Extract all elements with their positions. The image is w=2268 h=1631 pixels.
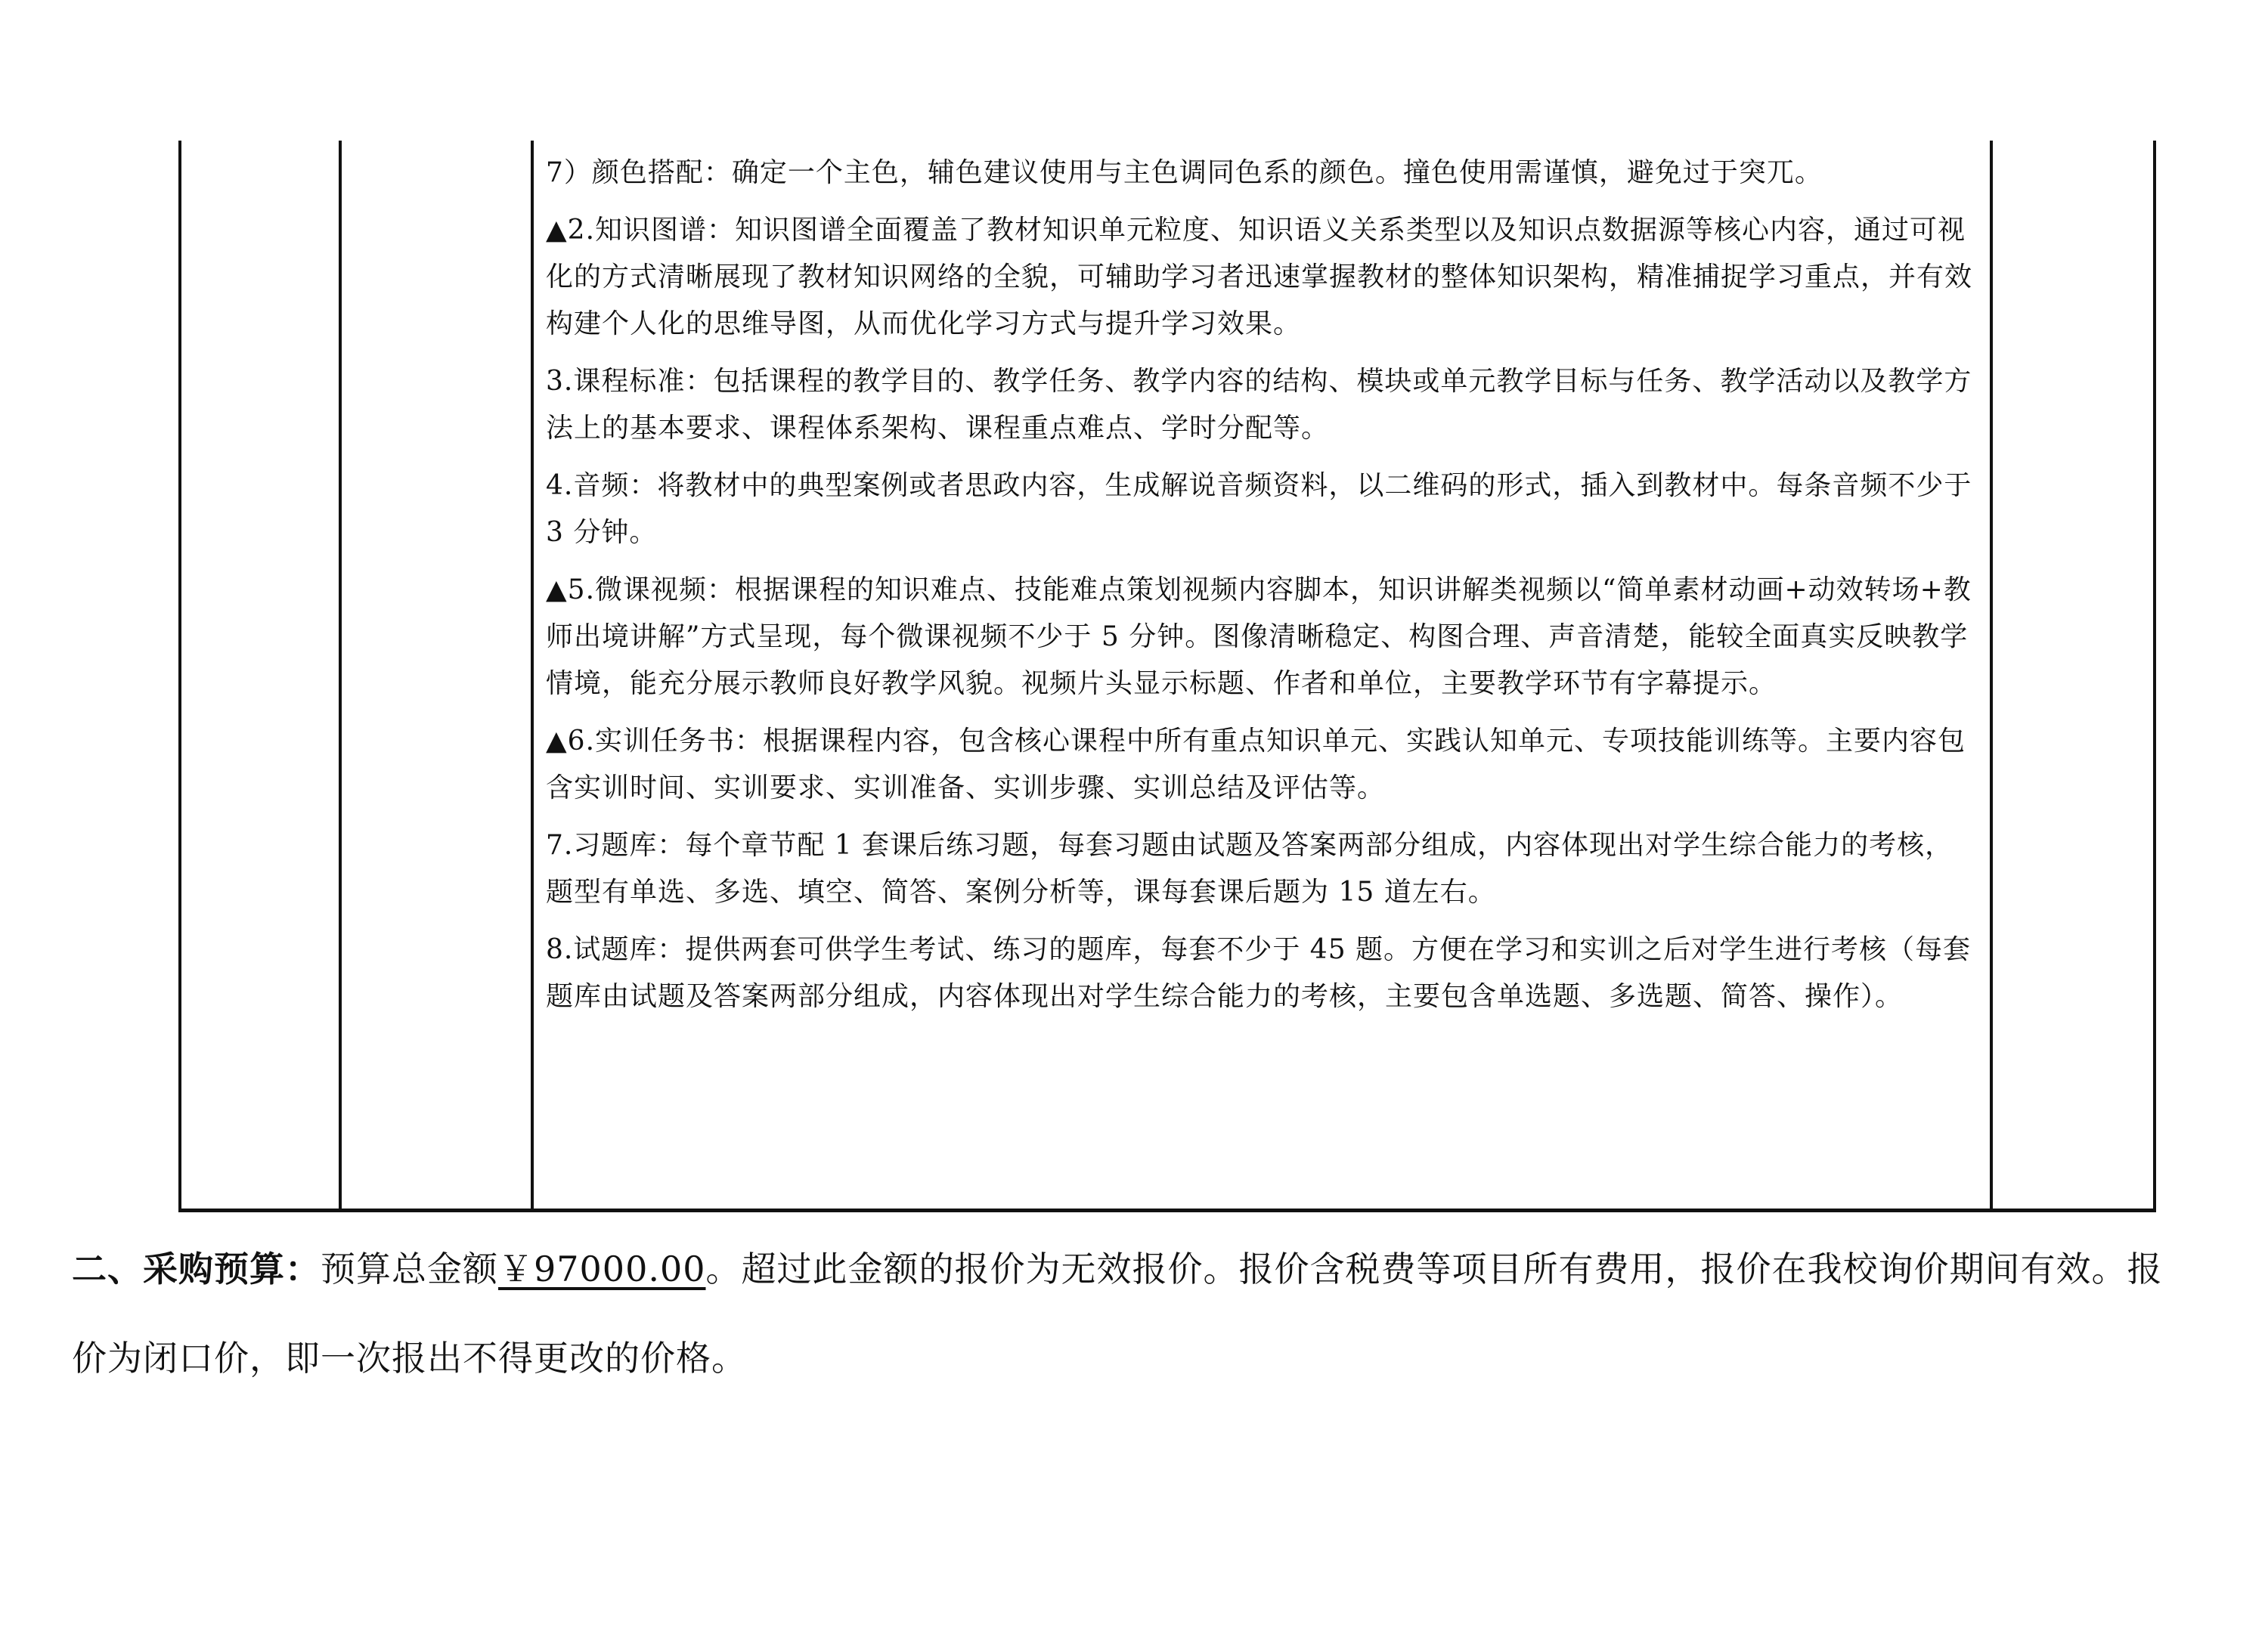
table-border-bottom — [178, 1209, 2156, 1212]
budget-amount: ￥97000.00 — [498, 1249, 706, 1289]
budget-heading: 二、采购预算： — [72, 1249, 321, 1289]
budget-section — [72, 1224, 2181, 1403]
table-border-right — [2153, 141, 2156, 1212]
item-audio: 4.音频：将教材中的典型案例或者思政内容，生成解说音频资料，以二维码的形式，插入到教材中。每条音频不少于 3 分钟。 — [546, 470, 1972, 548]
table-border-left — [178, 141, 181, 1212]
table-column-divider-1 — [339, 141, 342, 1212]
item-color-matching: 7）颜色搭配：确定一个主色，辅色建议使用与主色调同色系的颜色。撞色使用需谨慎，避免过于突兀。 — [546, 157, 1823, 188]
requirements-table — [178, 141, 2158, 1212]
requirements-cell — [546, 150, 1979, 1020]
budget-text-body: 。超过此金额的报价为无效报价。报价含税费等项目所有费用，报价在我校询价期间有效。报价为闭口价，即一次报出不得更改的价格。 — [72, 1249, 2163, 1379]
item-course-standard: 3.课程标准：包括课程的教学目的、教学任务、教学内容的结构、模块或单元教学目标与任务、教学活动以及教学方法上的基本要求、课程体系架构、课程重点难点、学时分配等。 — [546, 366, 1972, 444]
item-micro-video: ▲5.微课视频：根据课程的知识难点、技能难点策划视频内容脚本，知识讲解类视频以“简单素材动画+动效转场+教师出境讲解”方式呈现，每个微课视频不少于 5 分钟。图像清晰稳定、构图合理、声音清楚，能较全面真实反映教学情境，能充分展示教师良好教学风貌。视频片头显示标题、作者和单位，主要教学环节有字幕提示。 — [546, 574, 1972, 699]
item-exercise-bank: 7.习题库：每个章节配 1 套课后练习题，每套习题由试题及答案两部分组成，内容体现出对学生综合能力的考核，题型有单选、多选、填空、简答、案例分析等，课每套课后题为 15 道左右。 — [546, 830, 1954, 908]
item-exam-bank: 8.试题库：提供两套可供学生考试、练习的题库，每套不少于 45 题。方便在学习和实训之后对学生进行考核（每套题库由试题及答案两部分组成，内容体现出对学生综合能力的考核，主要包含单选题、多选题、简答、操作）。 — [546, 934, 1972, 1012]
budget-text-lead: 预算总金额 — [321, 1249, 498, 1289]
table-column-divider-2 — [531, 141, 534, 1212]
item-training-task-book: ▲6.实训任务书：根据课程内容，包含核心课程中所有重点知识单元、实践认知单元、专项技能训练等。主要内容包含实训时间、实训要求、实训准备、实训步骤、实训总结及评估等。 — [546, 726, 1966, 803]
item-knowledge-graph: ▲2.知识图谱：知识图谱全面覆盖了教材知识单元粒度、知识语义关系类型以及知识点数据源等核心内容，通过可视化的方式清晰展现了教材知识网络的全貌，可辅助学习者迅速掌握教材的整体知识架构，精准捕捉学习重点，并有效构建个人化的思维导图，从而优化学习方式与提升学习效果。 — [546, 215, 1973, 339]
table-column-divider-3 — [1990, 141, 1993, 1212]
